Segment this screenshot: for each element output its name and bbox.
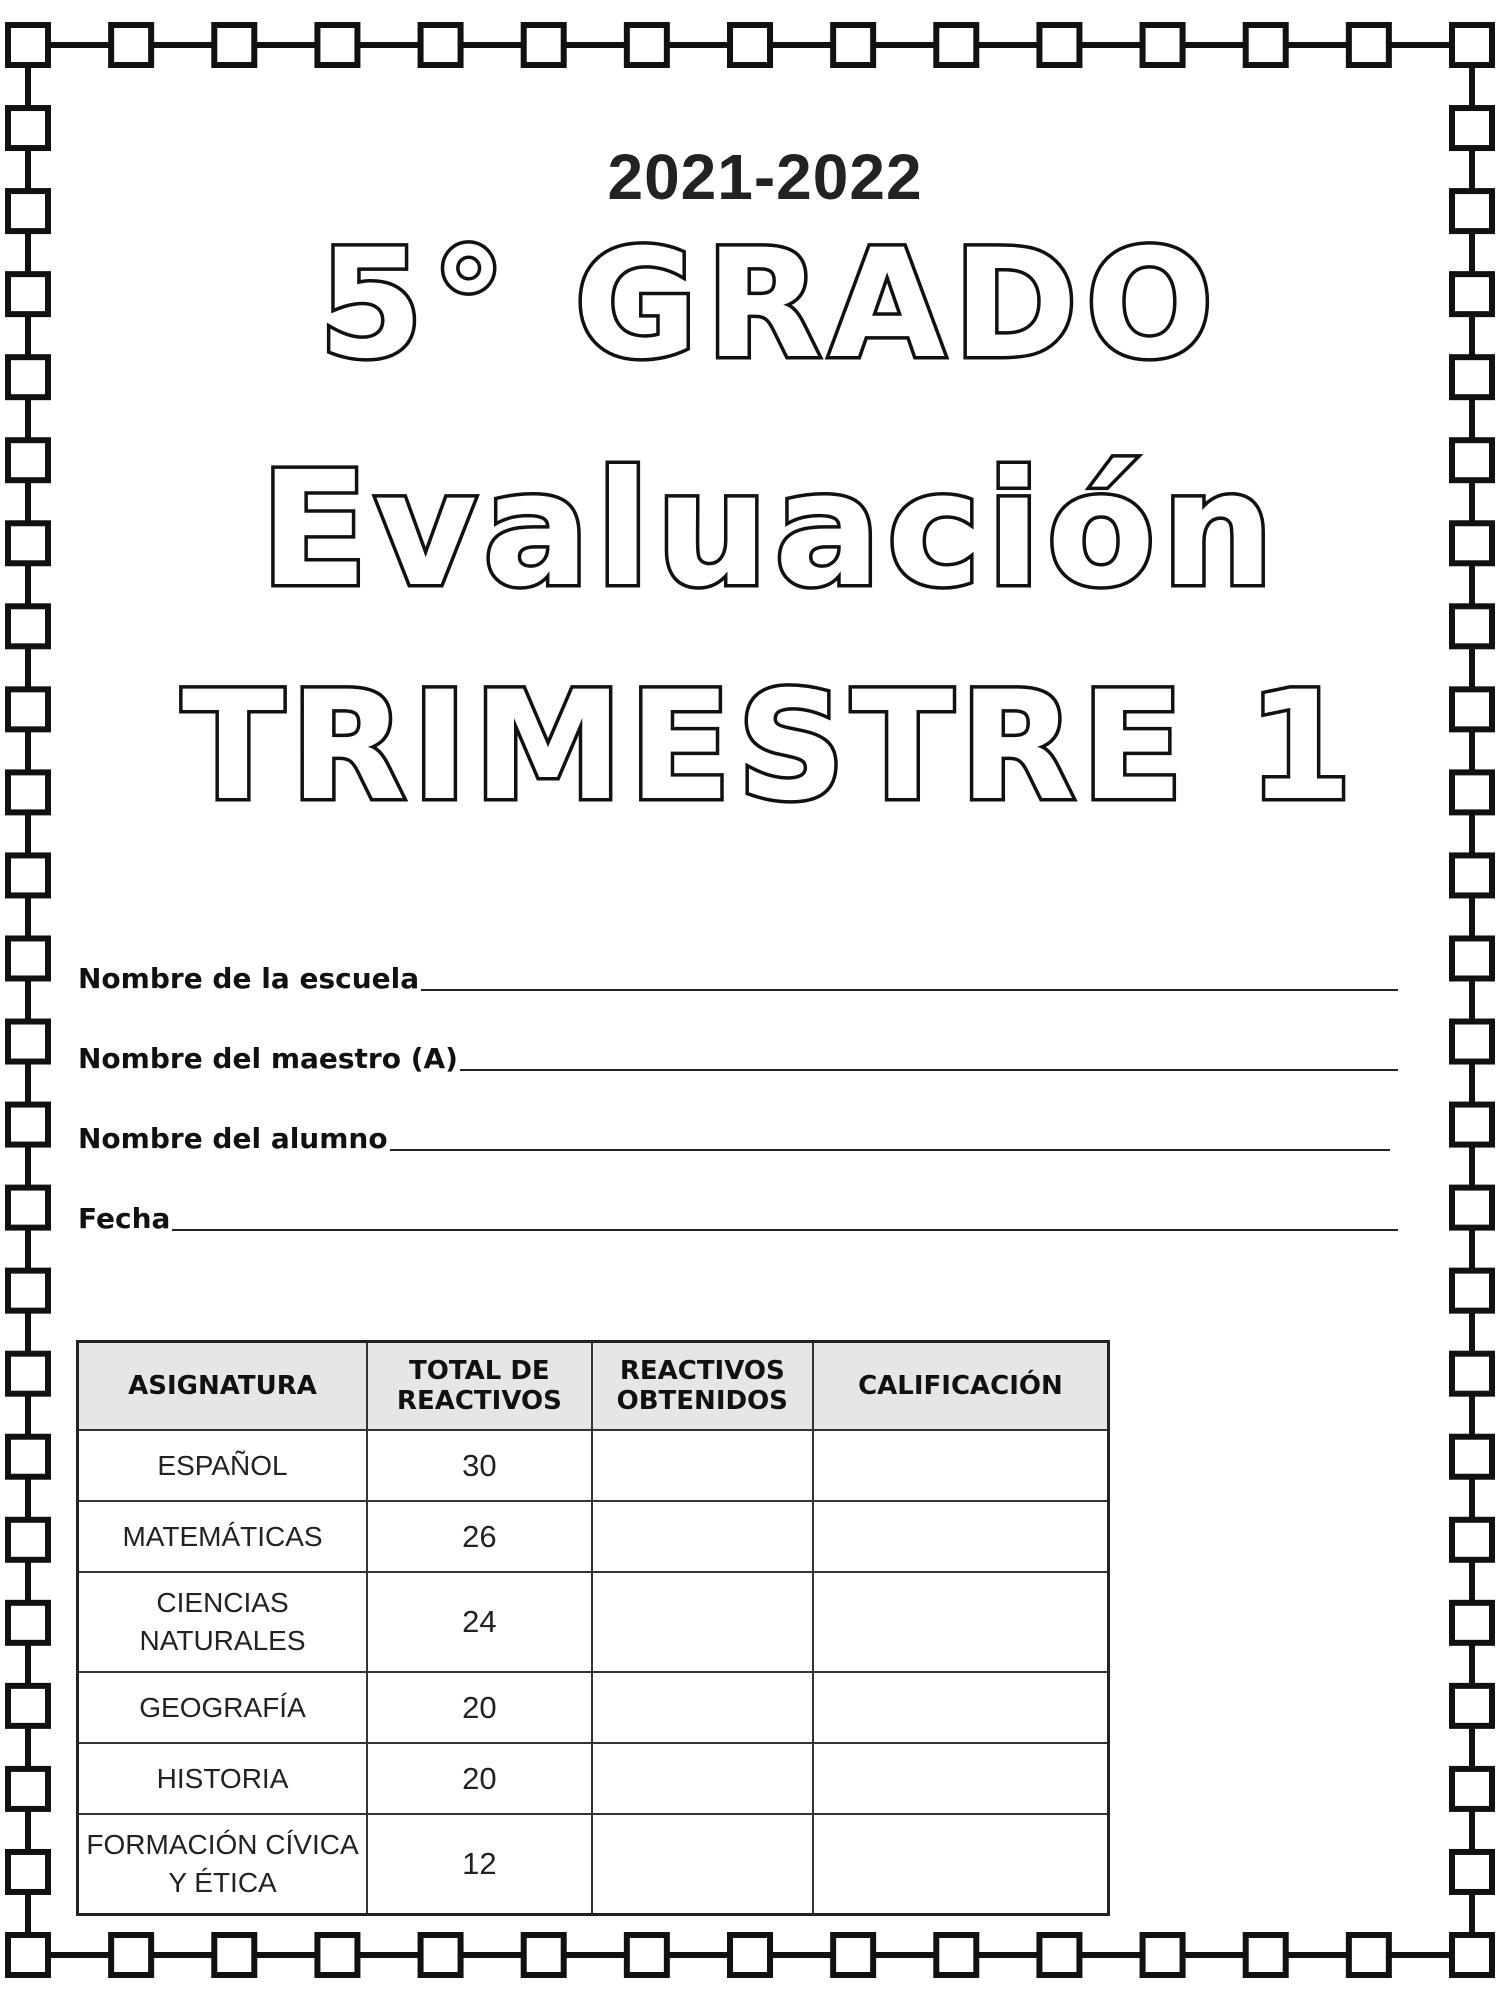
border-square (1039, 25, 1079, 65)
border-square (1452, 1022, 1492, 1062)
table-row (78, 1814, 1109, 1914)
border-square (1349, 1935, 1389, 1975)
border-square (1452, 1769, 1492, 1809)
border-square (8, 938, 48, 978)
score-cell[interactable] (813, 1743, 1109, 1814)
border-square (421, 1935, 461, 1975)
border-square (8, 1437, 48, 1477)
border-square (8, 1852, 48, 1892)
border-square (1452, 1188, 1492, 1228)
border-square (1452, 1437, 1492, 1477)
border-square (1452, 1354, 1492, 1394)
border-square (833, 25, 873, 65)
border-square (8, 1022, 48, 1062)
score-cell[interactable] (813, 1572, 1109, 1672)
border-square (1452, 1105, 1492, 1145)
date-line[interactable] (172, 1229, 1398, 1231)
border-square (833, 1935, 873, 1975)
school-year: 2021-2022 (607, 141, 923, 213)
border-square (524, 25, 564, 65)
border-square (8, 1769, 48, 1809)
total-cell: 20 (367, 1743, 592, 1814)
total-cell: 30 (367, 1430, 592, 1501)
border-square (214, 25, 254, 65)
border-square (421, 25, 461, 65)
score-cell[interactable] (813, 1501, 1109, 1572)
teacher-name-label: Nombre del maestro (A) (78, 1042, 458, 1075)
border-square (627, 25, 667, 65)
border-square (1349, 25, 1389, 65)
total-cell: 24 (367, 1572, 592, 1672)
total-cell: 20 (367, 1672, 592, 1743)
border-square (111, 25, 151, 65)
border-square (730, 1935, 770, 1975)
obtained-cell[interactable] (592, 1501, 813, 1572)
border-square (1452, 1271, 1492, 1311)
date-label: Fecha (78, 1202, 171, 1235)
border-square (627, 1935, 667, 1975)
border-square (1452, 938, 1492, 978)
border-square (936, 1935, 976, 1975)
border-square (936, 25, 976, 65)
subject-cell: MATEMÁTICAS (78, 1501, 368, 1572)
score-cell[interactable] (813, 1672, 1109, 1743)
border-square (8, 855, 48, 895)
border-square (1452, 1852, 1492, 1892)
border-square (1452, 1520, 1492, 1560)
border-square (1452, 1935, 1492, 1975)
table-row (78, 1672, 1109, 1743)
border-square (8, 1354, 48, 1394)
student-name-field[interactable] (78, 1122, 1390, 1155)
table-header-row (78, 1342, 1109, 1431)
total-cell: 12 (367, 1814, 592, 1914)
border-square (1039, 1935, 1079, 1975)
date-field[interactable] (78, 1202, 1398, 1235)
obtained-cell[interactable] (592, 1672, 813, 1743)
table-row (78, 1430, 1109, 1501)
score-cell[interactable] (813, 1430, 1109, 1501)
border-square (1452, 1686, 1492, 1726)
obtained-cell[interactable] (592, 1743, 813, 1814)
border-square (1452, 25, 1492, 65)
subject-cell: GEOGRAFÍA (78, 1672, 368, 1743)
border-square (730, 25, 770, 65)
border-square (8, 1188, 48, 1228)
student-name-line[interactable] (390, 1149, 1390, 1151)
term-title: TRIMESTRE 1 (181, 660, 1359, 834)
obtained-cell[interactable] (592, 1814, 813, 1914)
border-square (1143, 25, 1183, 65)
border-square (8, 25, 48, 65)
header-items-obtained: REACTIVOS OBTENIDOS (592, 1342, 813, 1431)
evaluation-title: Evaluación (260, 438, 1280, 622)
subject-cell: CIENCIAS NATURALES (78, 1572, 368, 1672)
border-square (1143, 1935, 1183, 1975)
border-square (8, 1520, 48, 1560)
border-square (1246, 1935, 1286, 1975)
border-square (8, 1935, 48, 1975)
header-subject: ASIGNATURA (78, 1342, 368, 1431)
grades-table (76, 1340, 1110, 1916)
border-square (111, 1935, 151, 1975)
border-square (214, 1935, 254, 1975)
score-cell[interactable] (813, 1814, 1109, 1914)
school-name-line[interactable] (421, 989, 1398, 991)
grade-title: 5° GRADO (318, 218, 1222, 392)
header-score: CALIFICACIÓN (813, 1342, 1109, 1431)
table-row (78, 1572, 1109, 1672)
total-cell: 26 (367, 1501, 592, 1572)
obtained-cell[interactable] (592, 1430, 813, 1501)
border-square (8, 1271, 48, 1311)
border-square (1452, 855, 1492, 895)
teacher-name-field[interactable] (78, 1042, 1398, 1075)
school-name-field[interactable] (78, 962, 1398, 995)
border-square (317, 25, 357, 65)
header-total-items: TOTAL DE REACTIVOS (367, 1342, 592, 1431)
border-square (1246, 25, 1286, 65)
subject-cell: ESPAÑOL (78, 1430, 368, 1501)
border-square (317, 1935, 357, 1975)
border-square (524, 1935, 564, 1975)
table-row (78, 1743, 1109, 1814)
border-square (8, 1105, 48, 1145)
subject-cell: FORMACIÓN CÍVICA Y ÉTICA (78, 1814, 368, 1914)
border-square (8, 1603, 48, 1643)
subject-cell: HISTORIA (78, 1743, 368, 1814)
border-square (8, 1686, 48, 1726)
teacher-name-line[interactable] (460, 1069, 1398, 1071)
obtained-cell[interactable] (592, 1572, 813, 1672)
border-square (1452, 1603, 1492, 1643)
school-name-label: Nombre de la escuela (78, 962, 420, 995)
student-name-label: Nombre del alumno (78, 1122, 388, 1155)
table-row (78, 1501, 1109, 1572)
